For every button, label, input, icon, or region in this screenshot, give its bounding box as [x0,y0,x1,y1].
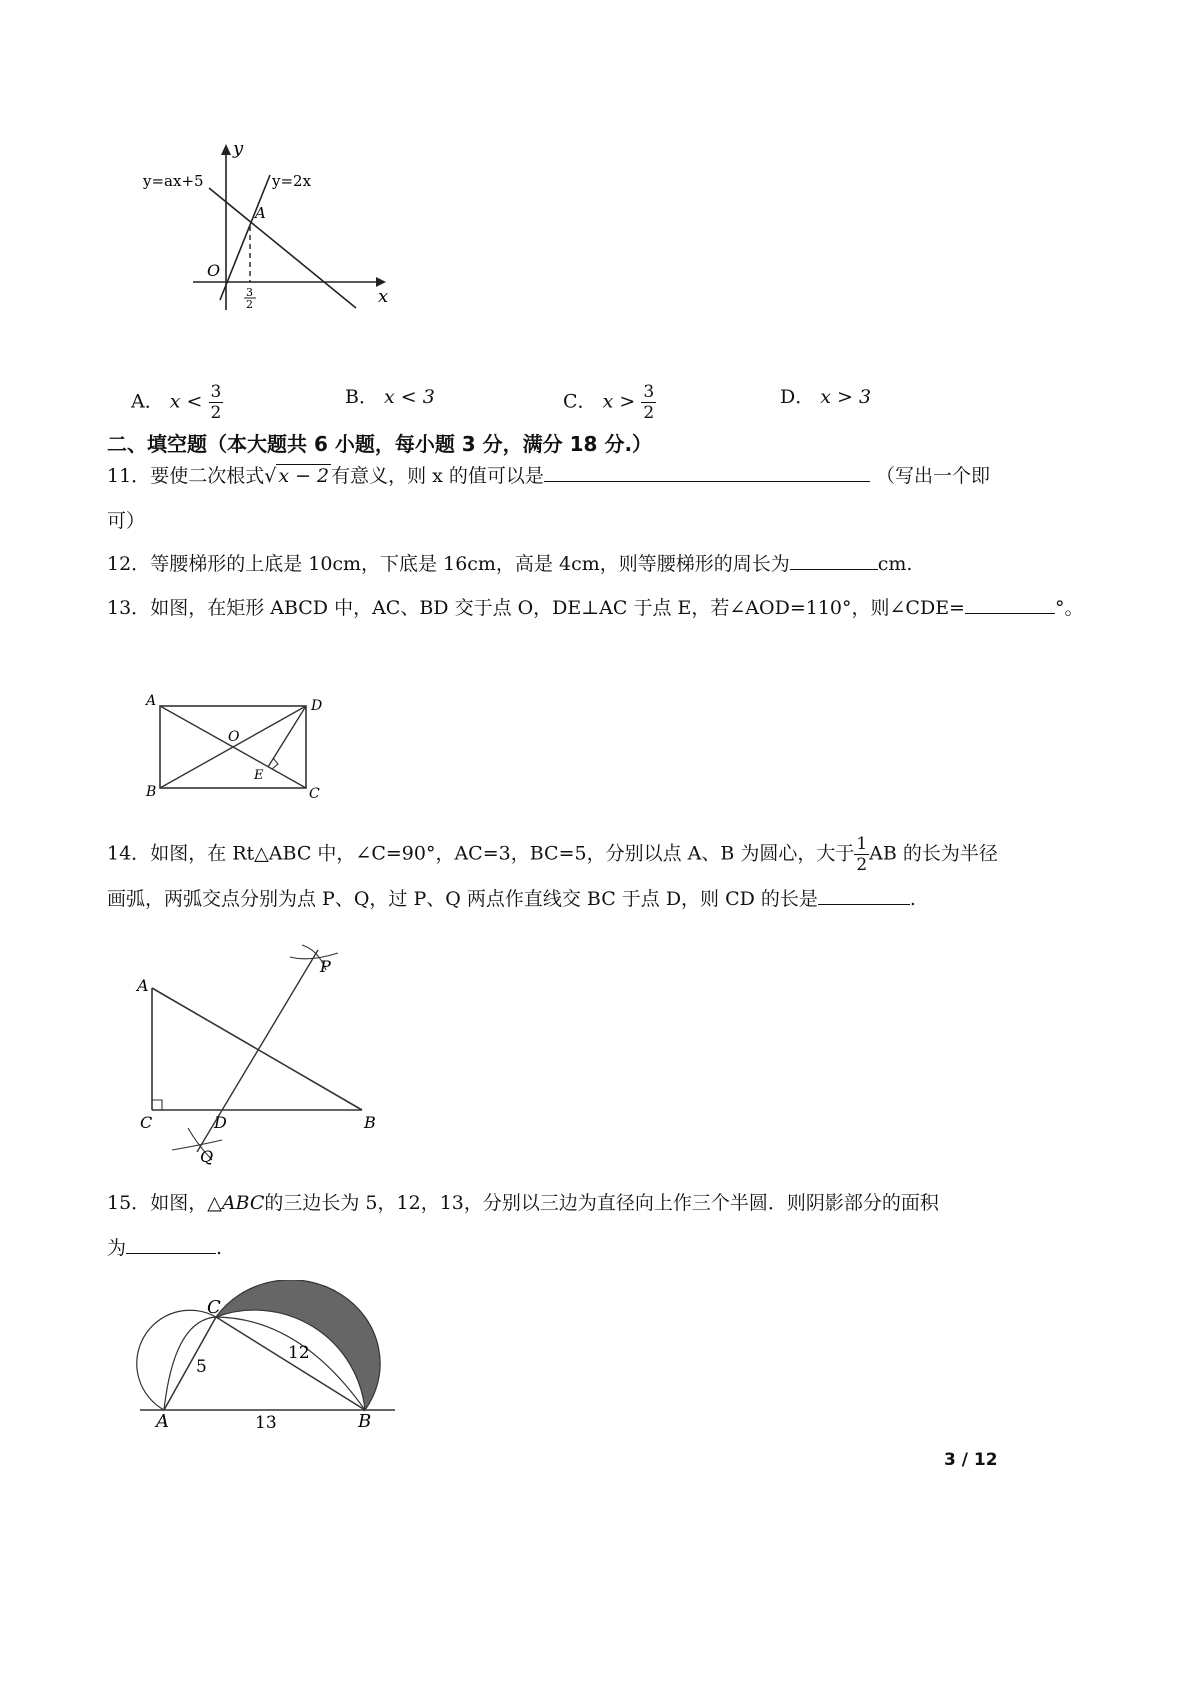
q11-text-a: 要使二次根式 [150,465,265,487]
option-c-expr: x > [602,390,636,413]
sqrt-sign: √ [264,465,277,487]
option-a-expr: x < [169,390,203,413]
figure-q15-semicircles [135,1280,405,1440]
fig14-label-p: P [320,957,331,976]
question-11-line1 [107,463,870,489]
option-b [345,384,435,410]
option-a-label: A． [131,390,164,413]
option-c-fraction [641,382,656,423]
fig14-label-b: B [364,1113,376,1132]
q13-tail: °。 [1054,597,1084,619]
option-c-num: 3 [643,382,655,402]
q13-answer-blank[interactable] [965,595,1055,614]
point-a-label: A [255,204,266,222]
question-15-line2 [107,1235,222,1261]
q14-fraction [854,834,869,875]
y-axis-label: y [233,138,244,159]
fig13-label-o: O [228,729,240,745]
q15-number: 15． [107,1192,151,1214]
line1-label: y=ax+5 [143,172,204,190]
fig15-side-12: 12 [288,1343,310,1363]
q11-radicand: x − 2 [278,465,330,487]
option-a-num: 3 [210,382,222,402]
q12-answer-blank[interactable] [790,551,878,570]
tick-numerator: 3 [246,286,253,299]
q15-triangle: △ABC [207,1192,265,1214]
fig15-side-5: 5 [196,1357,207,1377]
option-a-fraction [209,382,224,423]
q11-text-c: （写出一个即 [876,465,991,487]
fig15-label-b: B [358,1411,372,1432]
figure-q14-triangle [130,930,390,1170]
segment-de [268,706,306,767]
q14-frac-num: 1 [856,834,868,854]
fig15-side-13: 13 [255,1413,277,1433]
option-c-label: C． [563,390,597,413]
fig14-label-a: A [137,976,149,995]
q11-number: 11． [107,465,151,487]
q14-answer-blank[interactable] [818,886,910,905]
q11-answer-blank[interactable] [544,463,870,482]
right-angle-mark-c [152,1100,162,1110]
question-15-line1 [107,1190,939,1216]
option-b-expr: x < 3 [384,386,435,408]
option-c [563,382,656,423]
q14-text-b: AB 的长为半径 [869,842,998,865]
q12-text: 等腰梯形的上底是 10cm，下底是 16cm，高是 4cm，则等腰梯形的周长为 [150,553,790,575]
option-a-den: 2 [210,403,222,423]
figure-q13-rectangle [130,675,340,810]
tick-denominator: 2 [246,298,253,311]
option-d-label: D． [780,386,815,408]
q12-tail: cm. [877,553,913,575]
question-14-line2 [107,886,916,912]
page-number: 3 / 12 [944,1450,998,1470]
option-d [780,384,871,410]
option-c-den: 2 [643,403,655,423]
q14-number: 14． [107,842,151,865]
q14-frac-den: 2 [856,855,868,875]
y-axis-arrow [221,144,231,155]
q14-text-c: 画弧，两弧交点分别为点 P、Q，过 P、Q 两点作直线交 BC 于点 D，则 CD 的长是 [107,888,818,910]
line2-label: y=2x [272,172,312,190]
q15-answer-blank[interactable] [126,1235,216,1254]
q12-number: 12． [107,553,151,575]
fig14-label-d: D [214,1113,227,1132]
fig13-label-a: A [146,693,157,709]
fig14-label-q: Q [200,1147,214,1166]
x-axis-label: x [378,286,389,307]
q13-text: 如图，在矩形 ABCD 中，AC、BD 交于点 O，DE⊥AC 于点 E，若∠AOD=110°，则∠CDE= [150,597,965,619]
q15-text-b: 的三边长为 5，12，13，分别以三边为直径向上作三个半圆．则阴影部分的面积 [264,1192,939,1214]
fig13-label-b: B [146,784,157,800]
fig13-label-d: D [311,698,323,714]
side-ab [152,988,362,1110]
line-y-ax-plus-5 [209,188,356,308]
q14-tail: . [909,888,916,910]
fig13-label-e: E [254,768,264,783]
q15-tail: . [216,1237,223,1259]
option-d-expr: x > 3 [820,386,872,408]
question-14-line1 [107,834,998,875]
q15-text-a: 如图， [150,1192,208,1214]
section2-title: 二、填空题（本大题共 6 小题，每小题 3 分，满分 18 分.） [107,432,653,456]
fig15-label-a: A [156,1411,169,1432]
question-12 [107,551,912,577]
option-b-label: B． [345,386,378,408]
q13-number: 13． [107,597,151,619]
fig14-label-c: C [140,1113,153,1132]
fig15-label-c: C [207,1297,221,1318]
fig13-label-c: C [309,786,320,802]
q11-text-b: 有意义，则 x 的值可以是 [331,465,544,487]
q15-text-c: 为 [107,1237,127,1259]
option-a [131,382,223,423]
graph-q10 [140,130,420,330]
q11-text-d: 可） [107,510,146,532]
question-13 [107,595,1084,621]
origin-label: O [207,261,221,280]
q14-text-a: 如图，在 Rt△ABC 中，∠C=90°，AC=3，BC=5，分别以点 A、B 为圆心，大于 [150,842,855,865]
